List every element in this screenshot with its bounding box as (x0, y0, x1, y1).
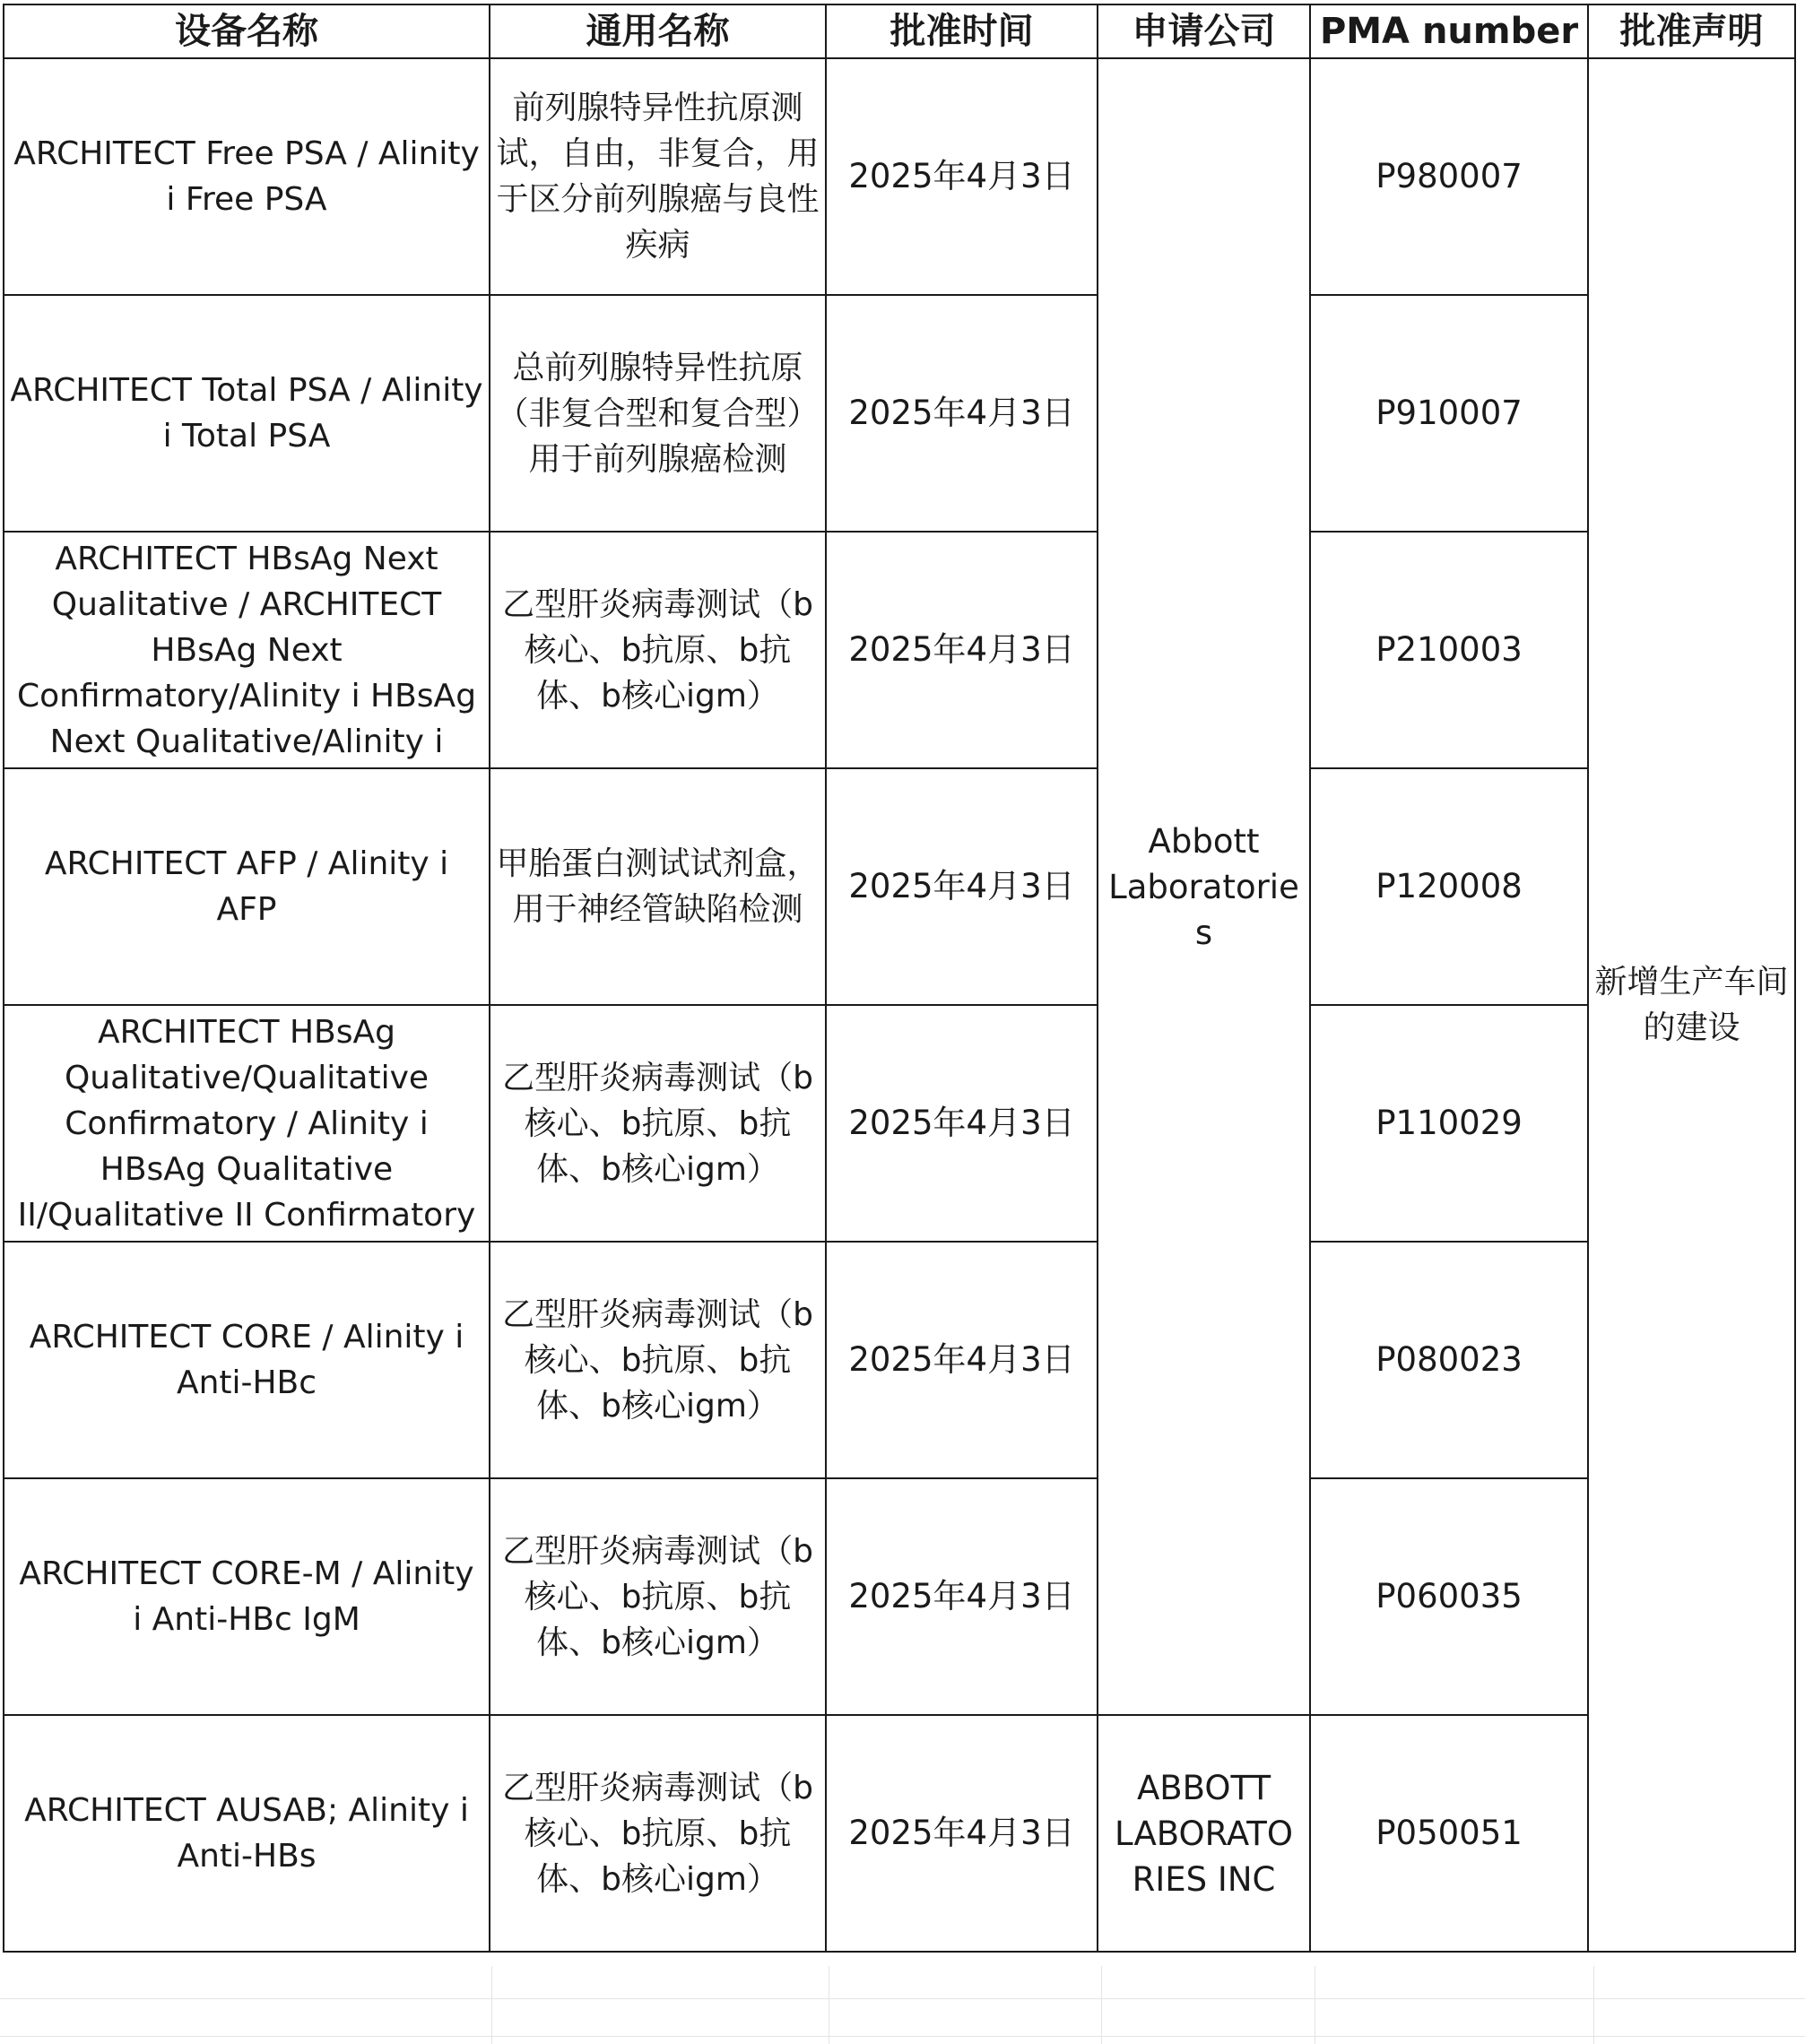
table-row (4, 295, 1795, 532)
applicant-cell[interactable]: ABBOTT LABORATORIES INC (1098, 1715, 1310, 1952)
generic-name-cell[interactable]: 甲胎蛋白测试试剂盒，用于神经管缺陷检测 (490, 768, 826, 1005)
device-name-cell[interactable]: ARCHITECT CORE-M / Alinity i Anti-HBc IgM (4, 1478, 490, 1715)
header-device-name[interactable]: 设备名称 (4, 4, 490, 58)
generic-name-cell[interactable]: 总前列腺特异性抗原（非复合型和复合型）用于前列腺癌检测 (490, 295, 826, 532)
generic-name-cell[interactable]: 乙型肝炎病毒测试（b核心、b抗原、b抗体、b核心igm） (490, 1242, 826, 1478)
table-row (4, 532, 1795, 768)
generic-name-cell[interactable]: 乙型肝炎病毒测试（b核心、b抗原、b抗体、b核心igm） (490, 1005, 826, 1242)
approval-date-cell[interactable]: 2025年4月3日 (826, 1005, 1098, 1242)
gridline (0, 1998, 1805, 1999)
gridline (491, 1966, 492, 2044)
pma-approval-table (3, 4, 1796, 1953)
table-row (4, 1005, 1795, 1242)
device-name-cell[interactable]: ARCHITECT HBsAg Qualitative/Qualitative Confirmatory / Alinity i HBsAg Qualitative II/Qualitative II Confirmatory (4, 1005, 490, 1242)
generic-name-cell[interactable]: 乙型肝炎病毒测试（b核心、b抗原、b抗体、b核心igm） (490, 1715, 826, 1952)
pma-number-cell[interactable]: P110029 (1310, 1005, 1588, 1242)
header-pma-number[interactable]: PMA number (1310, 4, 1588, 58)
table-row (4, 1715, 1795, 1952)
header-applicant[interactable]: 申请公司 (1098, 4, 1310, 58)
pma-number-cell[interactable]: P910007 (1310, 295, 1588, 532)
statement-cell-merged[interactable]: 新增生产车间的建设 (1588, 58, 1795, 1952)
approval-date-cell[interactable]: 2025年4月3日 (826, 58, 1098, 295)
header-row (4, 4, 1795, 58)
pma-number-cell[interactable]: P050051 (1310, 1715, 1588, 1952)
device-name-cell[interactable]: ARCHITECT HBsAg Next Qualitative / ARCHITECT HBsAg Next Confirmatory/Alinity i HBsAg Next Qualitative/Alinity i (4, 532, 490, 768)
gridline (1593, 1966, 1594, 2044)
approval-date-cell[interactable]: 2025年4月3日 (826, 768, 1098, 1005)
device-name-cell[interactable]: ARCHITECT Total PSA / Alinity i Total PSA (4, 295, 490, 532)
approval-date-cell[interactable]: 2025年4月3日 (826, 1242, 1098, 1478)
pma-number-cell[interactable]: P980007 (1310, 58, 1588, 295)
header-approval-date[interactable]: 批准时间 (826, 4, 1098, 58)
applicant-cell-merged[interactable]: Abbott Laboratories (1098, 58, 1310, 1715)
header-statement[interactable]: 批准声明 (1588, 4, 1795, 58)
table-row (4, 768, 1795, 1005)
generic-name-cell[interactable]: 前列腺特异性抗原测试，自由，非复合，用于区分前列腺癌与良性疾病 (490, 58, 826, 295)
pma-number-cell[interactable]: P080023 (1310, 1242, 1588, 1478)
approval-date-cell[interactable]: 2025年4月3日 (826, 532, 1098, 768)
pma-number-cell[interactable]: P120008 (1310, 768, 1588, 1005)
approval-date-cell[interactable]: 2025年4月3日 (826, 1715, 1098, 1952)
generic-name-cell[interactable]: 乙型肝炎病毒测试（b核心、b抗原、b抗体、b核心igm） (490, 1478, 826, 1715)
empty-grid-area[interactable] (0, 1966, 1805, 2044)
gridline (0, 2036, 1805, 2037)
table-row (4, 1242, 1795, 1478)
pma-number-cell[interactable]: P060035 (1310, 1478, 1588, 1715)
device-name-cell[interactable]: ARCHITECT AFP / Alinity i AFP (4, 768, 490, 1005)
approval-date-cell[interactable]: 2025年4月3日 (826, 1478, 1098, 1715)
table-row (4, 1478, 1795, 1715)
device-name-cell[interactable]: ARCHITECT CORE / Alinity i Anti-HBc (4, 1242, 490, 1478)
device-name-cell[interactable]: ARCHITECT Free PSA / Alinity i Free PSA (4, 58, 490, 295)
device-name-cell[interactable]: ARCHITECT AUSAB; Alinity i Anti-HBs (4, 1715, 490, 1952)
table-row (4, 58, 1795, 295)
header-generic-name[interactable]: 通用名称 (490, 4, 826, 58)
pma-number-cell[interactable]: P210003 (1310, 532, 1588, 768)
gridline (1101, 1966, 1102, 2044)
generic-name-cell[interactable]: 乙型肝炎病毒测试（b核心、b抗原、b抗体、b核心igm） (490, 532, 826, 768)
approval-date-cell[interactable]: 2025年4月3日 (826, 295, 1098, 532)
